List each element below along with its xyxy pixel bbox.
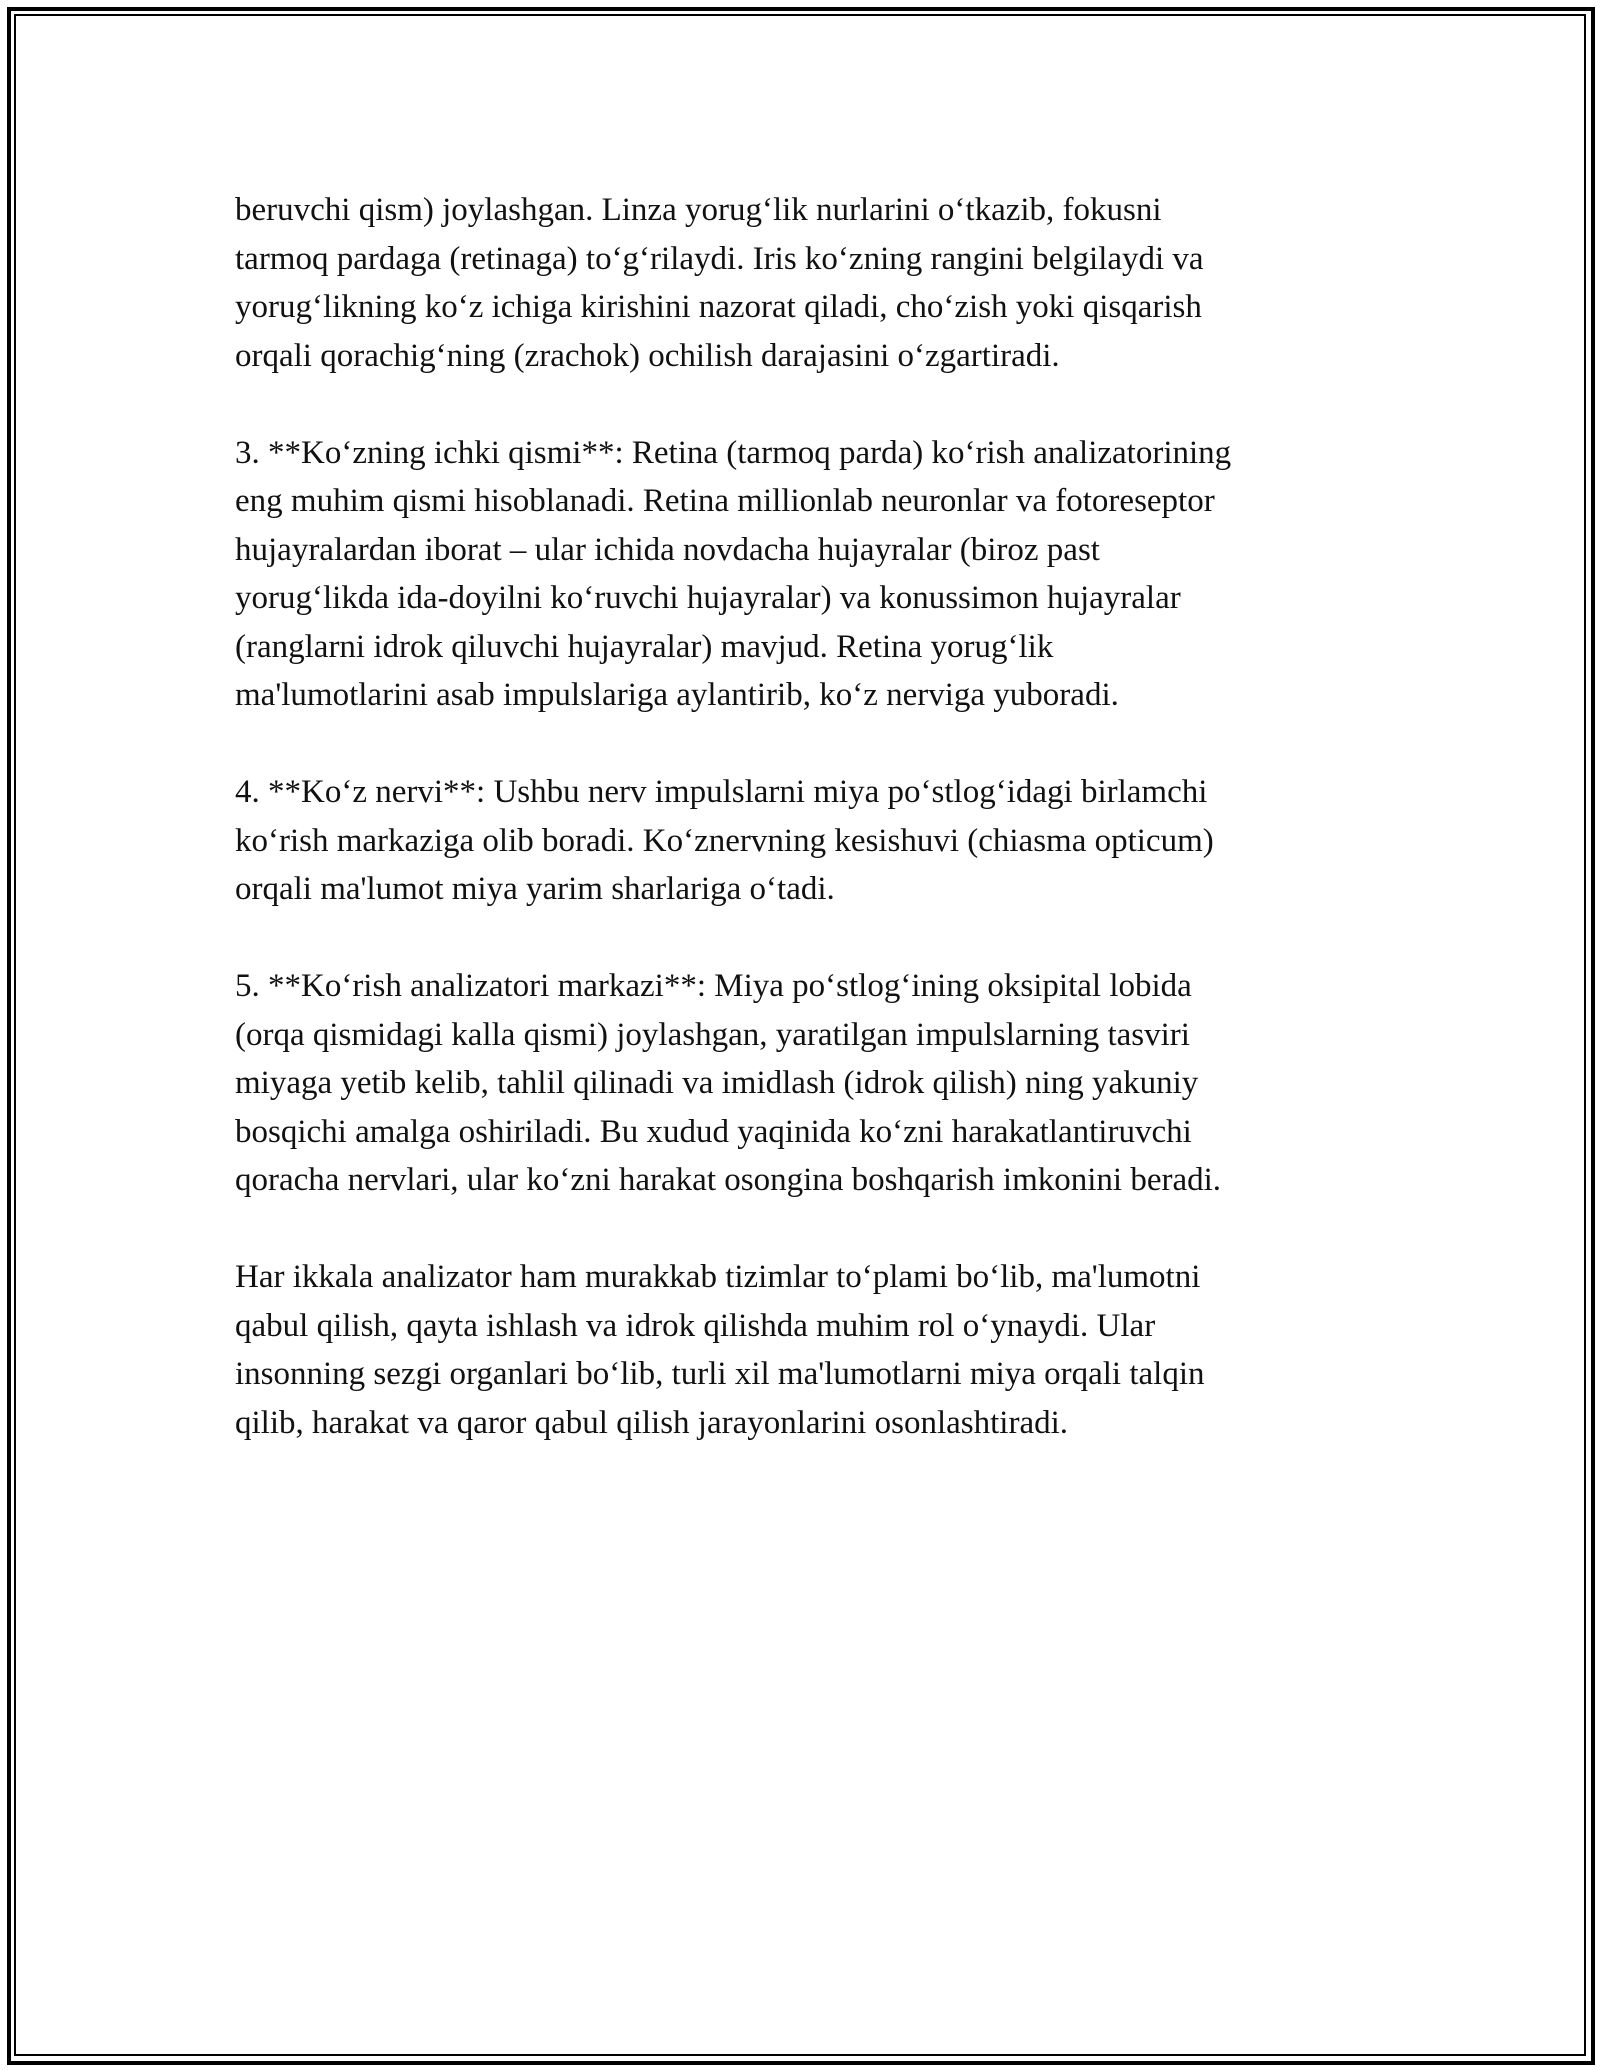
text-line: ma'lumotlarini asab impulslariga aylantirib, ko‘z nerviga yuboradi. xyxy=(235,677,1119,713)
text-line: miyaga yetib kelib, tahlil qilinadi va imidlash (idrok qilish) ning yakuniy xyxy=(235,1065,1199,1101)
paragraph-lens-iris xyxy=(235,186,1375,380)
text-line: 5. **Ko‘rish analizatori markazi**: Miya po‘stlog‘ining oksipital lobida xyxy=(235,968,1192,1004)
text-line: eng muhim qismi hisoblanadi. Retina millionlab neuronlar va fotoreseptor xyxy=(235,483,1215,519)
text-line: (ranglarni idrok qiluvchi hujayralar) mavjud. Retina yorug‘lik xyxy=(235,628,1054,665)
text-line: yorug‘likda ida-doyilni ko‘ruvchi hujayralar) va konussimon hujayralar xyxy=(235,580,1181,616)
paragraph-optic-nerve xyxy=(235,768,1375,914)
paragraph-visual-center xyxy=(235,962,1375,1205)
text-line: orqali ma'lumot miya yarim sharlariga o‘tadi. xyxy=(235,871,835,907)
paragraph-conclusion xyxy=(235,1253,1375,1447)
text-line: hujayralardan iborat – ular ichida novdacha hujayralar (biroz past xyxy=(235,531,1100,568)
text-line: (orqa qismidagi kalla qismi) joylashgan, yaratilgan impulslarning tasviri xyxy=(235,1016,1190,1053)
text-line: beruvchi qism) joylashgan. Linza yorug‘lik nurlarini o‘tkazib, fokusni xyxy=(235,192,1162,228)
text-line: tarmoq pardaga (retinaga) to‘g‘rilaydi. Iris ko‘zning rangini belgilaydi va xyxy=(235,240,1204,277)
text-line: qabul qilish, qayta ishlash va idrok qilishda muhim rol o‘ynaydi. Ular xyxy=(235,1307,1156,1344)
text-line: bosqichi amalga oshiriladi. Bu xudud yaqinida ko‘zni harakatlantiruvchi xyxy=(235,1113,1192,1150)
text-line: Har ikkala analizator ham murakkab tizimlar to‘plami bo‘lib, ma'lumotni xyxy=(235,1259,1201,1295)
text-line: orqali qorachig‘ning (zrachok) ochilish darajasini o‘zgartiradi. xyxy=(235,337,1060,374)
text-line: 3. **Ko‘zning ichki qismi**: Retina (tarmoq parda) ko‘rish analizatorining xyxy=(235,434,1232,471)
text-line: qoracha nervlari, ular ko‘zni harakat osongina boshqarish imkonini beradi. xyxy=(235,1162,1222,1198)
text-line: insonning sezgi organlari bo‘lib, turli xil ma'lumotlarni miya orqali talqin xyxy=(235,1356,1205,1392)
text-line: 4. **Ko‘z nervi**: Ushbu nerv impulslarni miya po‘stlog‘idagi birlamchi xyxy=(235,774,1208,810)
paragraph-inner-eye xyxy=(235,429,1375,720)
text-line: ko‘rish markaziga olib boradi. Ko‘znervning kesishuvi (chiasma opticum) xyxy=(235,822,1214,859)
document-body xyxy=(235,186,1375,1496)
text-line: qilib, harakat va qaror qabul qilish jarayonlarini osonlashtiradi. xyxy=(235,1404,1069,1441)
text-line: yorug‘likning ko‘z ichiga kirishini nazorat qiladi, cho‘zish yoki qisqarish xyxy=(235,289,1202,325)
